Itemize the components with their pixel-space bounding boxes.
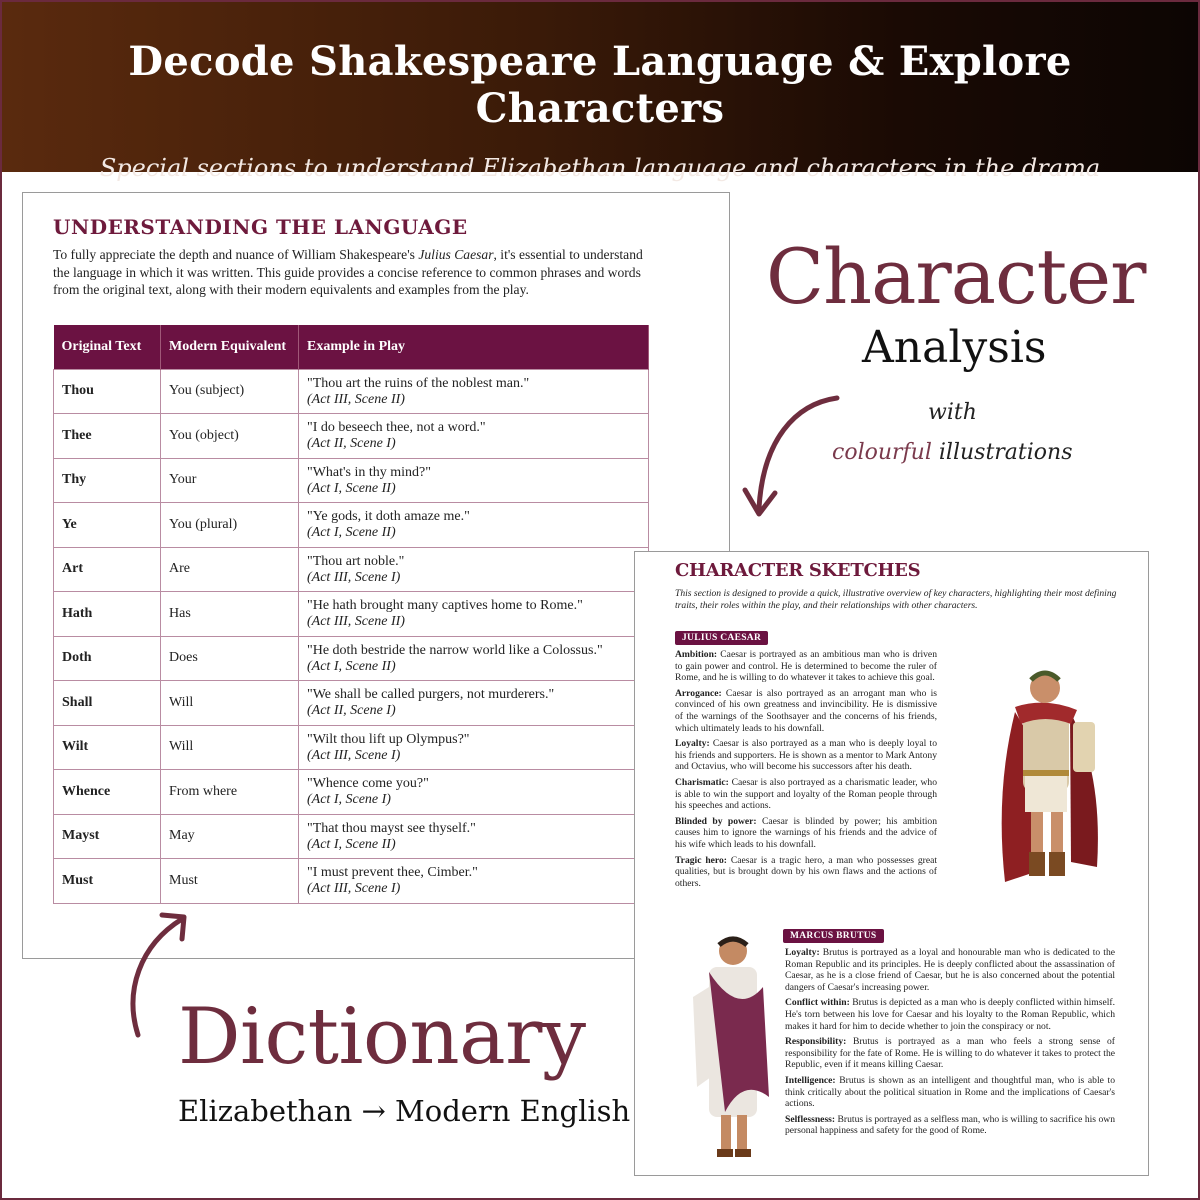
trait-description: Caesar is also portrayed as a man who is deeply loyal to his friends and supporters. He is shown as a mentor to Mark Antony and Octavius, who will become his successors after his death. — [675, 738, 937, 773]
modern-equivalent-cell: Are — [161, 547, 299, 592]
original-text-cell: Whence — [54, 770, 161, 815]
sketch-page-title: CHARACTER SKETCHES — [675, 560, 921, 581]
caesar-traits — [675, 649, 937, 893]
intro-text-play: Julius Caesar — [418, 247, 494, 262]
modern-equivalent-cell: Your — [161, 458, 299, 503]
trait-description: Caesar is also portrayed as a charismatic leader, who is able to win the support and loyalty of the Roman people through his speeches and actions. — [675, 776, 937, 812]
example-cell — [299, 814, 649, 859]
example-quote: "What's in thy mind?" — [307, 464, 431, 480]
analysis-heading: Analysis — [862, 322, 1047, 373]
trait-paragraph — [675, 649, 937, 684]
example-reference: (Act II, Scene I) — [307, 436, 396, 452]
table-row — [54, 369, 649, 414]
table-row — [54, 458, 649, 503]
table-row — [54, 681, 649, 726]
trait-name: Charismatic: — [675, 776, 729, 788]
modern-equivalent-cell: You (subject) — [161, 369, 299, 414]
original-text-cell: Wilt — [54, 725, 161, 770]
example-reference: (Act I, Scene II) — [307, 836, 396, 852]
example-cell — [299, 458, 649, 503]
banner-title: Decode Shakespeare Language & Explore Characters — [128, 38, 1072, 132]
sketch-page-intro: This section is designed to provide a quick, illustrative overview of key characters, highlighting their most defining traits, their roles within the play, and their relationships with other characters. — [675, 588, 1117, 611]
trait-paragraph — [675, 777, 937, 812]
example-reference: (Act I, Scene I) — [307, 792, 391, 808]
example-quote: "Wilt thou lift up Olympus?" — [307, 731, 470, 747]
modern-equivalent-cell: Will — [161, 681, 299, 726]
trait-paragraph — [675, 816, 937, 851]
trait-name: Loyalty: — [675, 738, 710, 750]
example-quote: "I must prevent thee, Cimber." — [307, 865, 478, 881]
trait-paragraph — [785, 1036, 1115, 1071]
example-cell — [299, 592, 649, 637]
modern-equivalent-cell: From where — [161, 770, 299, 815]
trait-name: Responsibility: — [785, 1036, 847, 1048]
trait-name: Loyalty: — [785, 947, 820, 958]
original-text-cell: Must — [54, 859, 161, 904]
original-text-cell: Ye — [54, 503, 161, 548]
marcus-brutus-illustration — [683, 927, 783, 1167]
brutus-tag: MARCUS BRUTUS — [783, 929, 884, 943]
original-text-cell: Shall — [54, 681, 161, 726]
language-page — [22, 192, 730, 959]
dictionary-subheading: Elizabethan → Modern English — [178, 1094, 631, 1128]
character-sketch-page — [634, 551, 1149, 1176]
table-row — [54, 770, 649, 815]
table-row — [54, 547, 649, 592]
modern-equivalent-cell: Must — [161, 859, 299, 904]
table-row — [54, 814, 649, 859]
example-quote: "That thou mayst see thyself." — [307, 820, 476, 836]
colourful-word: colourful — [832, 440, 932, 465]
modern-equivalent-cell: You (object) — [161, 414, 299, 459]
example-cell — [299, 859, 649, 904]
example-cell — [299, 770, 649, 815]
example-reference: (Act III, Scene I) — [307, 747, 401, 763]
table-row — [54, 725, 649, 770]
example-cell — [299, 725, 649, 770]
original-text-cell: Mayst — [54, 814, 161, 859]
example-quote: "Whence come you?" — [307, 776, 429, 792]
example-cell — [299, 681, 649, 726]
example-quote: "He hath brought many captives home to Rome." — [307, 598, 583, 614]
example-reference: (Act III, Scene I) — [307, 569, 401, 585]
original-text-cell: Thee — [54, 414, 161, 459]
language-table — [53, 325, 649, 904]
illustrations-word: illustrations — [931, 440, 1073, 465]
header-banner — [0, 0, 1200, 182]
trait-name: Selflessness: — [785, 1113, 836, 1125]
dictionary-heading: Dictionary — [178, 992, 586, 1082]
example-reference: (Act III, Scene II) — [307, 614, 405, 630]
modern-equivalent-cell: Does — [161, 636, 299, 681]
illustrations-text — [832, 440, 1073, 465]
trait-description: Brutus is portrayed as a selfless man, who is willing to sacrifice his own personal happiness and safety for the good of Rome. — [785, 1113, 1115, 1137]
trait-description: Caesar is blinded by power; his ambition causes him to ignore the warnings of his friends and the advice of his wife which leads to his downfall. — [675, 815, 938, 850]
table-row — [54, 503, 649, 548]
trait-paragraph — [675, 855, 937, 890]
trait-paragraph — [785, 997, 1115, 1032]
julius-caesar-illustration — [975, 652, 1115, 892]
example-reference: (Act II, Scene I) — [307, 703, 396, 719]
brutus-traits — [785, 947, 1115, 1141]
header-example-in-play: Example in Play — [299, 325, 649, 369]
example-quote: "He doth bestride the narrow world like a Colossus." — [307, 642, 603, 658]
example-cell — [299, 369, 649, 414]
language-page-title: UNDERSTANDING THE LANGUAGE — [53, 215, 468, 239]
modern-equivalent-cell: Has — [161, 592, 299, 637]
example-reference: (Act III, Scene I) — [307, 881, 401, 897]
original-text-cell: Thy — [54, 458, 161, 503]
caesar-tag: JULIUS CAESAR — [675, 631, 768, 645]
example-cell — [299, 547, 649, 592]
example-reference: (Act III, Scene II) — [307, 391, 405, 407]
intro-text-a: To fully appreciate the depth and nuance of William Shakespeare's — [53, 247, 419, 262]
trait-description: Brutus is shown as an intelligent and thoughtful man, who is able to think critically about the political situation in Rome and the implications of Caesar's actions. — [785, 1074, 1115, 1110]
character-heading: Character — [766, 232, 1146, 321]
trait-name: Conflict within: — [785, 997, 850, 1009]
example-reference: (Act I, Scene II) — [307, 480, 396, 496]
modern-equivalent-cell: May — [161, 814, 299, 859]
table-row — [54, 636, 649, 681]
example-reference: (Act I, Scene II) — [307, 658, 396, 674]
language-page-intro — [53, 246, 653, 299]
original-text-cell: Art — [54, 547, 161, 592]
curved-arrow-down-icon — [735, 390, 845, 530]
trait-name: Tragic hero: — [675, 854, 728, 866]
trait-paragraph — [785, 1075, 1115, 1110]
trait-description: Caesar is a tragic hero, a man who possesses great qualities, but is brought down by his own flaws and the actions of others. — [675, 854, 938, 889]
example-cell — [299, 414, 649, 459]
example-cell — [299, 503, 649, 548]
example-quote: "We shall be called purgers, not murderers." — [307, 687, 555, 703]
trait-description: Caesar is also portrayed as an arrogant man who is convinced of his own greatness and invincibility. He is dismissive of the warnings of the Soothsayer and the concerns of his friends, which ultimately leads to his downfall. — [675, 687, 937, 734]
original-text-cell: Thou — [54, 369, 161, 414]
trait-name: Blinded by power: — [675, 815, 757, 827]
example-quote: "Thou art noble." — [307, 553, 405, 569]
original-text-cell: Hath — [54, 592, 161, 637]
header-original-text: Original Text — [54, 325, 161, 369]
trait-paragraph — [785, 1114, 1115, 1137]
trait-paragraph — [675, 738, 937, 773]
with-text: with — [928, 400, 977, 425]
trait-description: Brutus is portrayed as a man who feels a strong sense of responsibility for the fate of Rome. He is willing to do whatever it takes to protect the Republic, even if it means killing Caesar. — [785, 1036, 1115, 1071]
example-quote: "I do beseech thee, not a word." — [307, 420, 486, 436]
table-row — [54, 859, 649, 904]
banner-subtitle: Special sections to understand Elizabethan language and characters in the drama — [99, 154, 1101, 182]
example-quote: "Ye gods, it doth amaze me." — [307, 509, 470, 525]
modern-equivalent-cell: Will — [161, 725, 299, 770]
intro-text-b: , it's essential to understand the language in which it was written. This guide provides a concise reference to common phrases and words from the original text, along with their modern equivalents and examples from the play. — [53, 247, 643, 297]
table-header-row — [54, 325, 649, 369]
example-cell — [299, 636, 649, 681]
table-row — [54, 592, 649, 637]
table-row — [54, 414, 649, 459]
trait-description: Brutus is depicted as a man who is deeply conflicted within himself. He's torn between his love for Caesar and his loyalty to the Roman Republic, which makes it hard for him to decide whether to join the conspiracy or not. — [785, 997, 1115, 1032]
trait-paragraph — [675, 688, 937, 734]
example-reference: (Act I, Scene II) — [307, 525, 396, 541]
header-modern-equivalent: Modern Equivalent — [161, 325, 299, 369]
example-quote: "Thou art the ruins of the noblest man." — [307, 375, 530, 391]
trait-name: Ambition: — [675, 649, 718, 660]
trait-name: Intelligence: — [785, 1074, 836, 1086]
trait-description: Brutus is portrayed as a loyal and honourable man who is dedicated to the Roman Republic and its principles. He is deeply conflicted about the assassination of Caesar, as he is a close friend of Caesar, but he is also concerned about the potential dangers of Caesar's increasing power. — [785, 947, 1115, 993]
original-text-cell: Doth — [54, 636, 161, 681]
modern-equivalent-cell: You (plural) — [161, 503, 299, 548]
trait-description: Caesar is portrayed as an ambitious man who is driven to gain power and control. He is determined to become the ruler of Rome, and he is willing to do whatever it takes to achieve this goal. — [675, 649, 937, 684]
trait-paragraph — [785, 947, 1115, 993]
trait-name: Arrogance: — [675, 687, 722, 699]
